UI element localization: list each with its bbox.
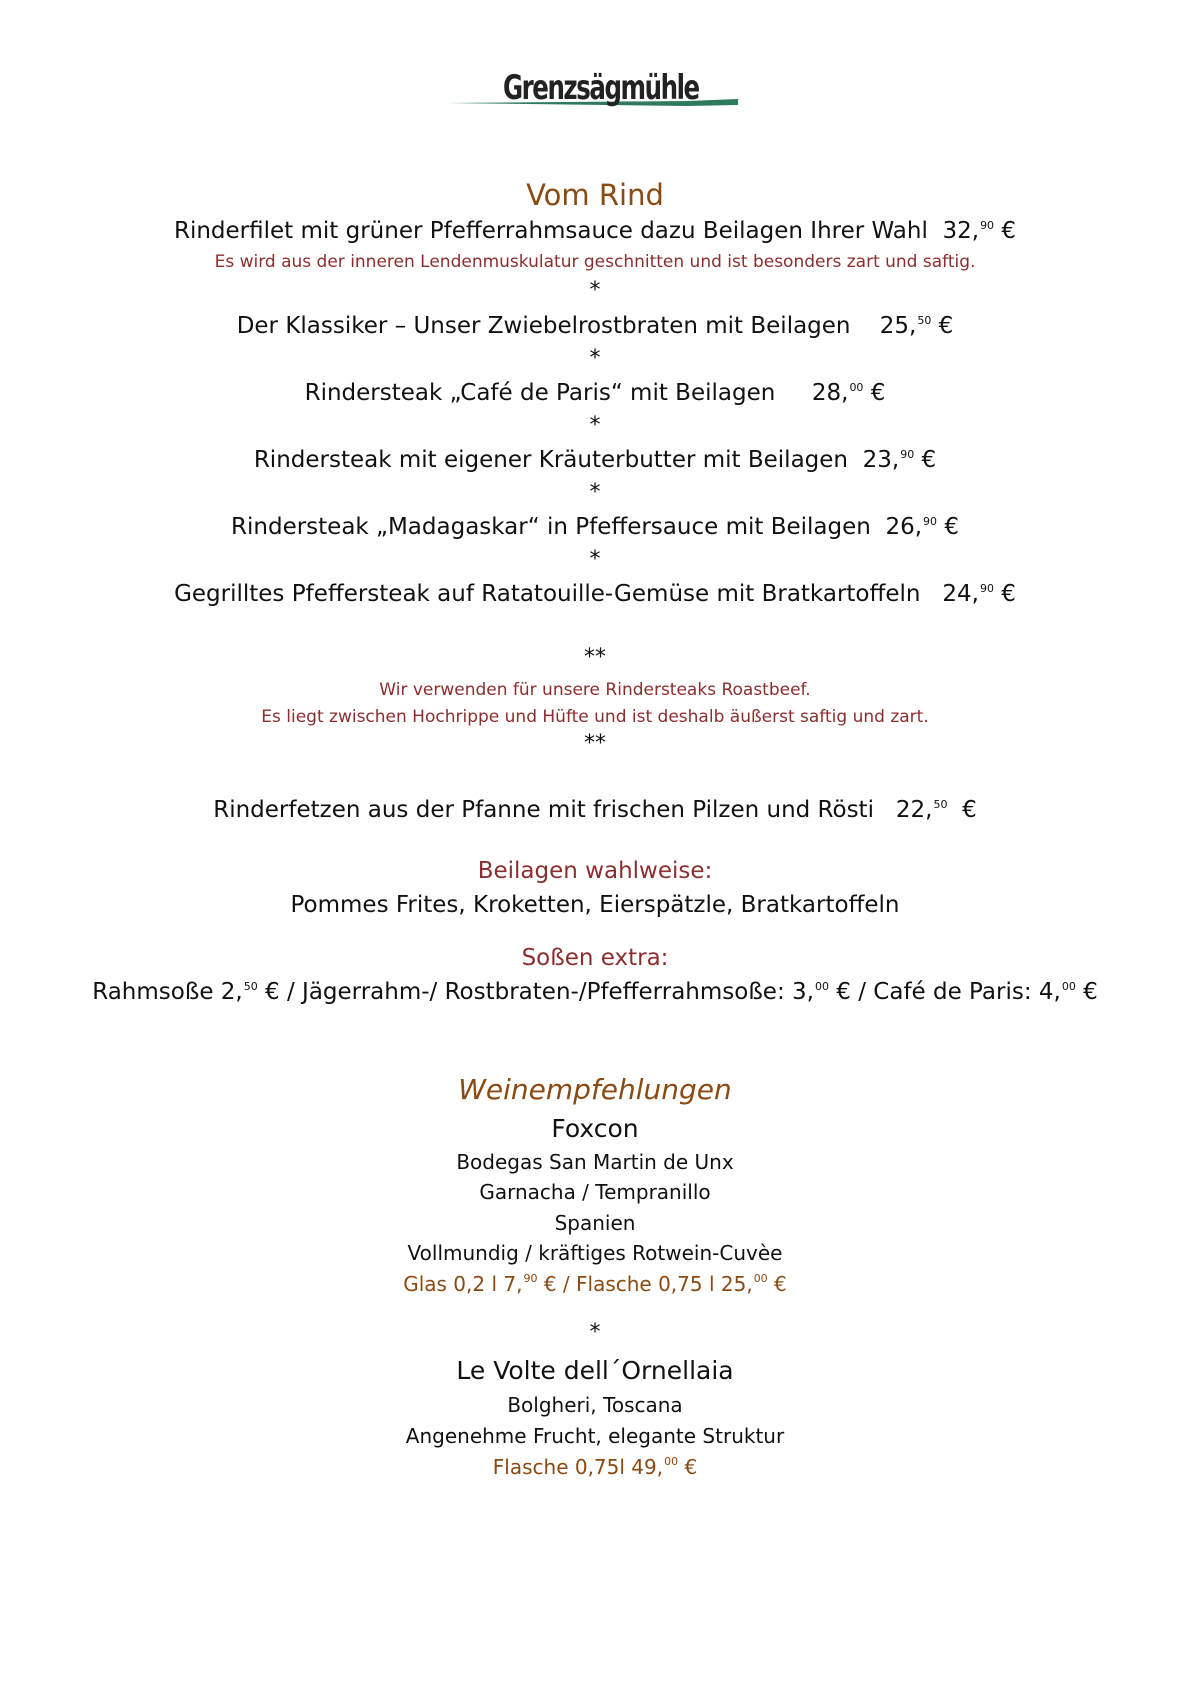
restaurant-logo bbox=[448, 68, 738, 128]
dish-rinderfetzen bbox=[0, 797, 1190, 823]
price-cents: 00 bbox=[664, 1455, 679, 1468]
price-cents: 90 bbox=[979, 582, 994, 595]
separator-star: * bbox=[589, 413, 601, 438]
dish-name: Rinderfilet mit grüner Pfefferrahmsauce dazu Beilagen Ihrer Wahl bbox=[173, 218, 928, 244]
wine-description: Angenehme Frucht, elegante Struktur bbox=[405, 1424, 785, 1448]
price-text: Flasche 0,75l 49, bbox=[492, 1455, 664, 1479]
dish-pfeffersteak bbox=[0, 581, 1190, 607]
currency: € bbox=[962, 797, 977, 823]
dish-name: Gegrilltes Pfeffersteak auf Ratatouille-Gemüse mit Bratkartoffeln bbox=[174, 581, 921, 607]
dish-rinderfilet bbox=[0, 218, 1190, 244]
sossen-text: € / Café de Paris: 4, bbox=[828, 979, 1061, 1005]
section-heading-weinempfehlungen: Weinempfehlungen bbox=[458, 1073, 732, 1106]
dish-name: Rindersteak „Café de Paris“ mit Beilagen bbox=[304, 380, 776, 406]
logo-text: Grenzsägmühle bbox=[503, 68, 699, 108]
roastbeef-note-line2: Es liegt zwischen Hochrippe und Hüfte und ist deshalb äußerst saftig und zart. bbox=[261, 707, 929, 727]
section-heading-vom-rind: Vom Rind bbox=[526, 178, 664, 212]
price-cents: 90 bbox=[900, 448, 915, 461]
separator-star: * bbox=[589, 547, 601, 572]
wine-name-foxcon: Foxcon bbox=[551, 1114, 639, 1143]
heading-beilagen: Beilagen wahlweise: bbox=[477, 858, 713, 884]
price-main: 24, bbox=[942, 581, 979, 607]
currency: € bbox=[870, 380, 886, 406]
separator-double-star: ** bbox=[584, 645, 606, 670]
price-main: 28, bbox=[811, 380, 849, 406]
dish-name: Rinderfetzen aus der Pfanne mit frischen Pilzen und Rösti bbox=[213, 797, 874, 823]
price-cents: 00 bbox=[753, 1272, 768, 1285]
sossen-text: € bbox=[1075, 979, 1098, 1005]
price-cents: 90 bbox=[523, 1272, 538, 1285]
wine-name-ornellaia: Le Volte dell´Ornellaia bbox=[456, 1356, 734, 1385]
dish-cafe-de-paris bbox=[0, 380, 1190, 406]
dish-note-rinderfilet: Es wird aus der inneren Lendenmuskulatur geschnitten und ist besonders zart und saftig. bbox=[214, 252, 976, 272]
price-text: Glas 0,2 l 7, bbox=[403, 1272, 523, 1296]
dish-kraeuterbutter bbox=[0, 447, 1190, 473]
heading-sossen: Soßen extra: bbox=[521, 945, 669, 971]
dish-zwiebelrostbraten bbox=[0, 313, 1190, 339]
wine-grapes: Garnacha / Tempranillo bbox=[479, 1180, 711, 1204]
price-cents: 90 bbox=[923, 515, 938, 528]
wine-region: Bolgheri, Toscana bbox=[507, 1393, 683, 1417]
dish-name: Der Klassiker – Unser Zwiebelrostbraten mit Beilagen bbox=[236, 313, 851, 339]
price-main: 25, bbox=[879, 313, 917, 339]
separator-star: * bbox=[589, 480, 601, 505]
separator-double-star: ** bbox=[584, 731, 606, 756]
dish-name: Rindersteak mit eigener Kräuterbutter mit Beilagen bbox=[253, 447, 848, 473]
price-cents: 00 bbox=[814, 980, 829, 993]
wine-producer: Bodegas San Martin de Unx bbox=[456, 1150, 734, 1174]
currency: € bbox=[1001, 218, 1017, 244]
price-main: 22, bbox=[895, 797, 933, 823]
beilagen-list: Pommes Frites, Kroketten, Eierspätzle, Bratkartoffeln bbox=[290, 892, 900, 918]
separator-star: * bbox=[589, 346, 601, 371]
sossen-text: Rahmsoße 2, bbox=[92, 979, 243, 1005]
wine-description: Vollmundig / kräftiges Rotwein-Cuvèe bbox=[407, 1241, 783, 1265]
separator-star: * bbox=[589, 1320, 601, 1345]
price-cents: 90 bbox=[980, 219, 995, 232]
wine-price-foxcon bbox=[0, 1272, 1190, 1296]
currency: € bbox=[938, 313, 954, 339]
currency: € bbox=[921, 447, 937, 473]
dish-madagaskar bbox=[0, 514, 1190, 540]
price-main: 32, bbox=[942, 218, 980, 244]
currency: € bbox=[944, 514, 959, 540]
price-main: 23, bbox=[862, 447, 900, 473]
wine-price-ornellaia bbox=[0, 1455, 1190, 1479]
price-text: € bbox=[678, 1455, 698, 1479]
sossen-text: € / Jägerrahm-/ Rostbraten-/Pfefferrahmsoße: 3, bbox=[257, 979, 814, 1005]
price-cents: 50 bbox=[917, 314, 932, 327]
price-cents: 50 bbox=[933, 798, 948, 811]
price-text: € bbox=[767, 1272, 787, 1296]
price-cents: 00 bbox=[1061, 980, 1076, 993]
roastbeef-note-line1: Wir verwenden für unsere Rindersteaks Roastbeef. bbox=[379, 680, 811, 700]
dish-name: Rindersteak „Madagaskar“ in Pfeffersauce mit Beilagen bbox=[231, 514, 871, 540]
separator-star: * bbox=[589, 278, 601, 303]
wine-country: Spanien bbox=[554, 1211, 636, 1235]
price-cents: 00 bbox=[849, 381, 864, 394]
price-cents: 50 bbox=[243, 980, 258, 993]
price-text: € / Flasche 0,75 l 25, bbox=[537, 1272, 753, 1296]
sossen-list bbox=[0, 979, 1190, 1005]
currency: € bbox=[1001, 581, 1016, 607]
price-main: 26, bbox=[885, 514, 923, 540]
